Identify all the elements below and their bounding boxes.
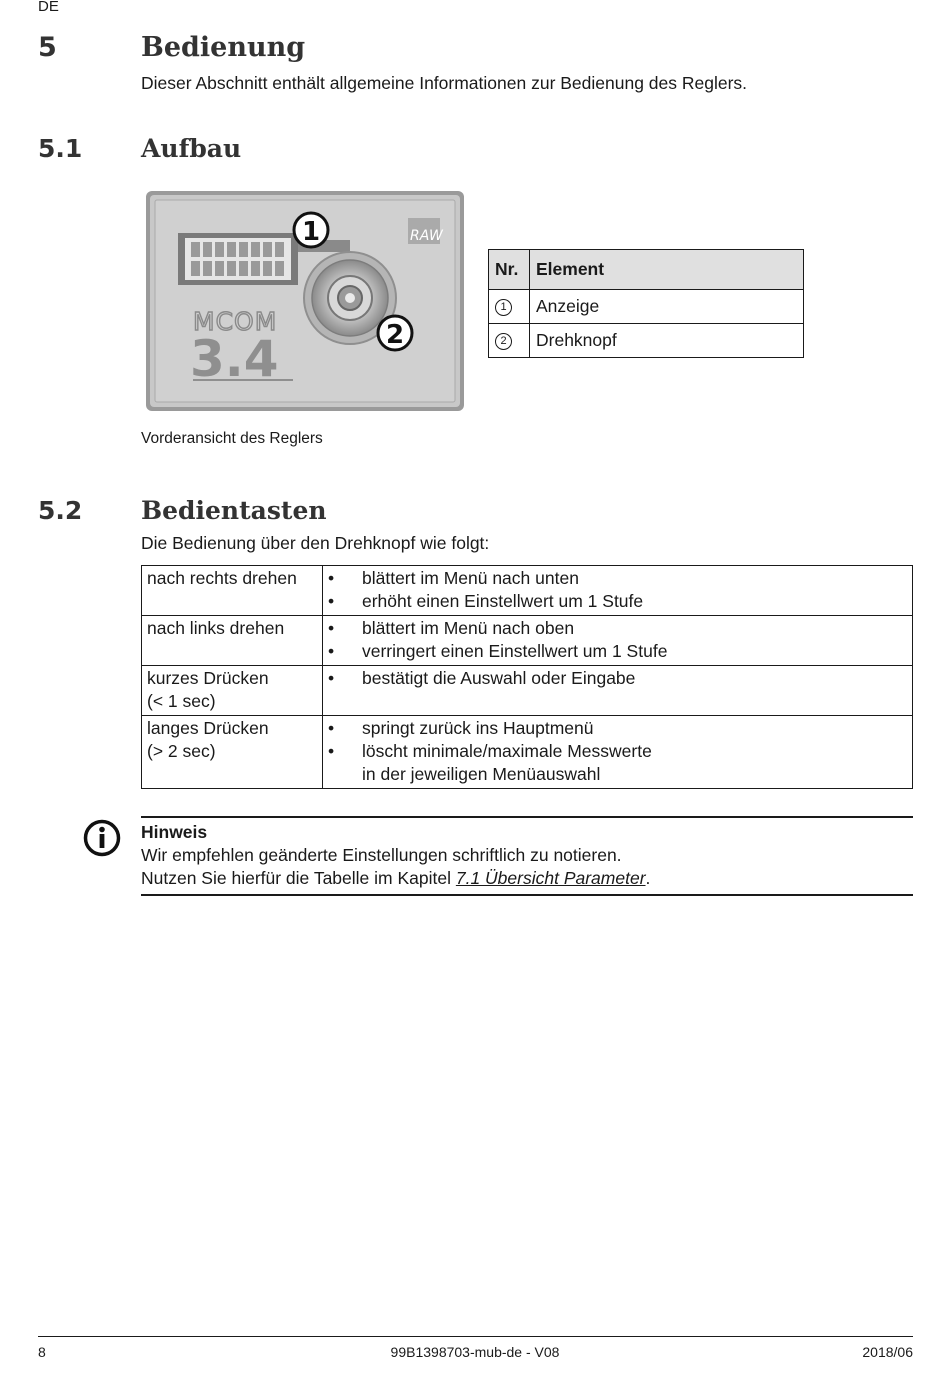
row-number: 2 [489,324,530,358]
document-id: 99B1398703-mub-de - V08 [390,1344,560,1360]
subsection-number: 5.2 [38,496,83,525]
note-reference: Nutzen Sie hierfür die Tabelle im Kapitel 7.1 Übersicht Parameter. [141,868,651,888]
action-description: • springt zurück ins Hauptmenü • löscht minimale/maximale Messwerte in der jeweiligen Menüauswahl [323,716,913,789]
note-text: Wir empfehlen geänderte Einstellungen schriftlich zu notieren. [141,845,622,865]
device-version-label: 3.4 [190,330,279,388]
table-row [142,716,913,789]
callout-1 [294,213,328,247]
action-description: • blättert im Menü nach unten • erhöht einen Einstellwert um 1 Stufe [323,566,913,616]
element-table [488,249,804,358]
page-number: 8 [38,1344,46,1360]
image-caption: Vorderansicht des Reglers [141,430,323,447]
row-element: Drehknopf [530,324,804,358]
table-header-row [489,250,804,290]
action-description: • bestätigt die Auswahl oder Eingabe [323,666,913,716]
table-row [142,616,913,666]
controls-table [141,565,913,789]
header-nr: Nr. [489,250,530,290]
subsection-title: Bedientasten [141,496,327,525]
row-element: Anzeige [530,290,804,324]
note-bottom-rule [141,894,913,896]
header-element: Element [530,250,804,290]
note-title: Hinweis [141,822,208,842]
chapter-link[interactable]: 7.1 Übersicht Parameter [455,868,646,888]
note-top-rule [141,816,913,818]
device-front-image [145,190,465,412]
svg-text:2: 2 [385,320,405,350]
subsection-number: 5.1 [38,134,83,163]
action-label: kurzes Drücken (< 1 sec) [142,666,323,716]
subsection-intro: Die Bedienung über den Drehknopf wie folgt: [141,533,490,553]
action-label: nach links drehen [142,616,323,666]
language-code: DE [38,0,59,15]
table-row [142,666,913,716]
table-row [142,566,913,616]
section-number: 5 [38,32,57,63]
callout-2 [378,316,412,350]
table-row [489,324,804,358]
svg-text:1: 1 [301,217,321,247]
table-row [489,290,804,324]
footer-rule [38,1336,913,1337]
device-logo: RAW [410,228,443,244]
section-intro: Dieser Abschnitt enthält allgemeine Informationen zur Bedienung des Reglers. [141,73,748,93]
subsection-title: Aufbau [141,134,242,163]
section-title: Bedienung [141,32,306,63]
action-label: langes Drücken (> 2 sec) [142,716,323,789]
device-model-label: MCOM [193,307,278,336]
action-description: • blättert im Menü nach oben • verringert einen Einstellwert um 1 Stufe [323,616,913,666]
action-label: nach rechts drehen [142,566,323,616]
document-date: 2018/06 [862,1344,913,1360]
row-number: 1 [489,290,530,324]
info-icon [82,818,122,858]
